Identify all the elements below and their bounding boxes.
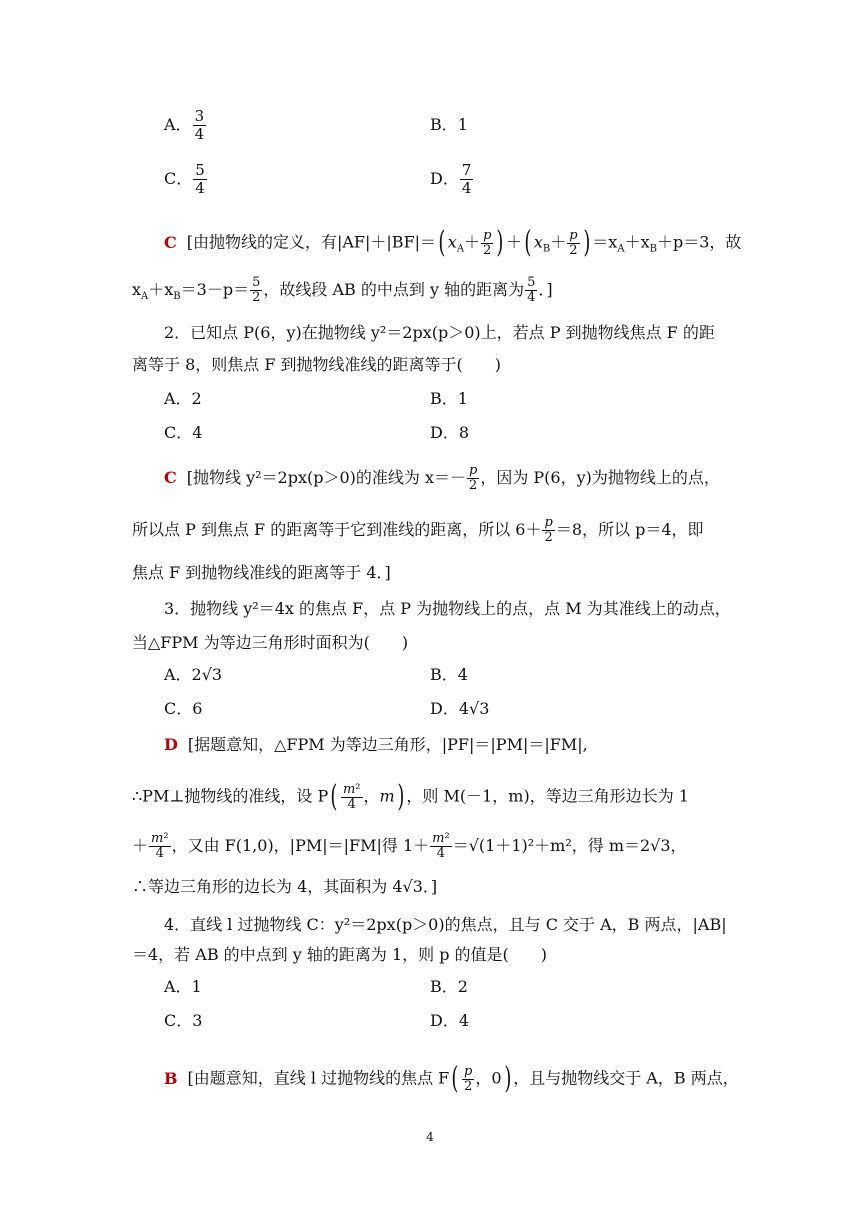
q1-solution-line-1: C [由抛物线的定义，有|AF|＋|BF|＝( $x_A+$ $\frac{p}{2}$ ) ＋( $x_B+$ $\frac{p}{2}$ ) $=x_A+x_B+p=3$，故 [164,225,742,260]
q4-solution-line-1: B [由题意知，直线 l 过抛物线的焦点 F( $\frac{p}{2}$ ，0) ，且与抛物线交于 A，B 两点， [164,1061,739,1096]
q2-solution-line-1: C [抛物线 y²＝2px(p＞0)的准线为 x＝－ $\frac{p}{2}$ ，因为 P(6，y)为抛物线上的点， [164,463,720,493]
q3-answer: D [164,735,178,754]
q4-answer: B [164,1068,178,1088]
q4-stem-line-2: ＝4，若 AB 的中点到 y 轴的距离为 1，则 p 的值是( ) [132,945,548,964]
q3-option-b: B．4 [430,665,468,684]
q1-option-b: B．1 [430,115,468,134]
q3-solution-line-4: ∴等边三角形的边长为 4，其面积为 4√3．] [132,877,438,896]
q3-solution-line-3: ＋ $\frac{\text{m²}}{4}$ ，又由 F(1,0)，|PM|＝|FM|得 1＋ $\frac{\text{m²}}{4}$ ＝√(1＋1)²＋m²，得 m＝2√3， [132,831,687,861]
q3-option-d: D．4√3 [430,699,490,718]
q3-stem-line-2: 当△FPM 为等边三角形时面积为( ) [132,633,409,652]
q4-option-a: A．1 [164,977,202,996]
q2-answer: C [164,468,177,487]
q2-option-b: B．1 [430,389,468,408]
q3-stem-line-1: 3．抛物线 y²＝4x 的焦点 F，点 P 为抛物线上的点，点 M 为其准线上的动点， [164,599,731,618]
q2-option-d: D．8 [430,423,470,442]
q3-solution-line-1: D [据题意知，△FPM 为等边三角形，|PF|＝|PM|＝|FM|, [164,735,588,754]
q1-option-a: A． $\frac{3}{4}$ [164,107,205,143]
q2-stem-line-2: 离等于 8，则焦点 F 到抛物线准线的距离等于( ) [132,355,502,374]
q2-option-c: C．4 [164,423,203,442]
q2-solution-line-2: 所以点 P 到焦点 F 的距离等于它到准线的距离，所以 6＋ $\frac{p}{2}$ ＝8，所以 p＝4，即 [132,515,704,545]
page-number: 4 [426,1130,434,1144]
q4-option-b: B．2 [430,977,468,996]
q1-option-d: D． $\frac{7}{4}$ [430,161,472,197]
q4-stem-line-1: 4．直线 l 过抛物线 C：y²＝2px(p＞0)的焦点，且与 C 交于 A，B 两点，|AB| [164,915,727,934]
q4-option-d: D．4 [430,1011,470,1030]
q3-option-a: A．2√3 [164,665,223,684]
q1-answer: C [164,232,177,252]
q2-solution-line-3: 焦点 F 到抛物线准线的距离等于 4．] [132,563,391,582]
q2-option-a: A．2 [164,389,202,408]
q3-option-c: C．6 [164,699,203,718]
q1-solution-line-2: $x_A+x_B=3-p=$ $\frac{5}{2}$ ，故线段 AB 的中点到 y 轴的距离为 $\frac{5}{4}$ ．] [132,275,553,305]
q3-solution-line-2: ∴PM⊥抛物线的准线，设 P( $\frac{\text{m²}}{4}$ ，m) ，则 M(－1，m)，等边三角形边长为 1 [132,779,689,814]
q2-stem-line-1: 2．已知点 P(6，y)在抛物线 y²＝2px(p＞0)上，若点 P 到抛物线焦点 F 的距 [164,323,715,342]
q4-option-c: C．3 [164,1011,203,1030]
q1-option-c: C． $\frac{5}{4}$ [164,161,205,197]
